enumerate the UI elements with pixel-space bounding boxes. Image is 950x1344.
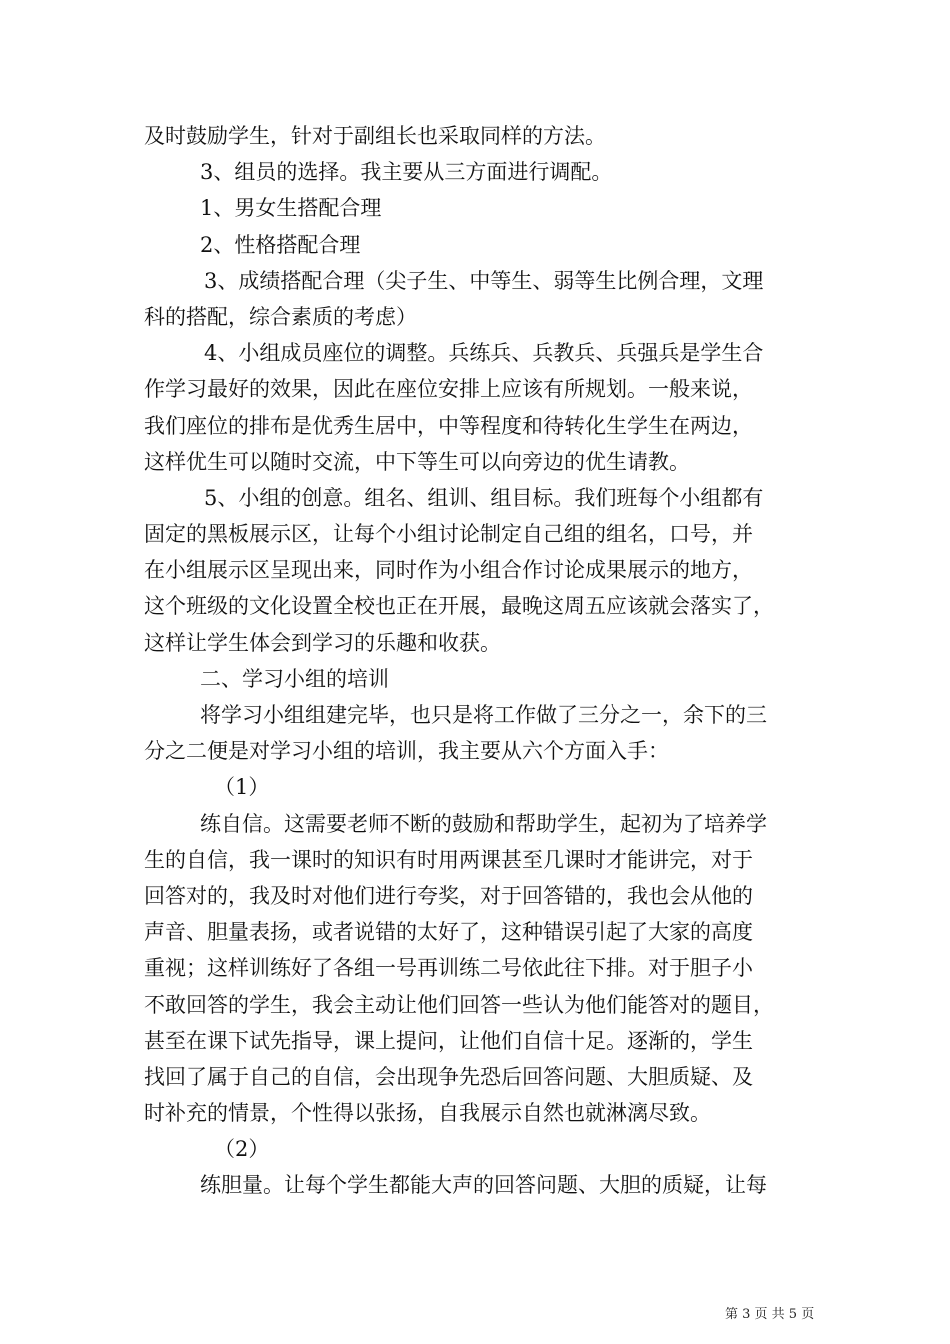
page-footer: 第 3 页 共 5 页	[725, 1307, 815, 1322]
text-line: 时补充的情景，个性得以张扬，自我展示自然也就淋漓尽致。	[144, 1101, 711, 1126]
text-line: 1、男女生搭配合理	[200, 196, 382, 221]
text-line: 5、小组的创意。组名、组训、组目标。我们班每个小组都有	[204, 485, 764, 510]
text-line: 2、性格搭配合理	[200, 232, 361, 257]
text-line: 声音、胆量表扬，或者说错的太好了，这种错误引起了大家的高度	[144, 920, 753, 945]
text-line: 生的自信，我一课时的知识有时用两课甚至几课时才能讲完，对于	[144, 847, 753, 872]
text-line: 及时鼓励学生，针对于副组长也采取同样的方法。	[144, 124, 606, 148]
text-line: 我们座位的排布是优秀生居中，中等程度和待转化生学生在两边，	[144, 413, 753, 438]
text-line: 这样让学生体会到学习的乐趣和收获。	[144, 630, 501, 655]
text-line: 固定的黑板展示区，让每个小组讨论制定自己组的组名，口号，并	[144, 522, 753, 547]
text-line: 练胆量。让每个学生都能大声的回答问题、大胆的质疑，让每	[200, 1173, 767, 1198]
section-heading: 二、学习小组的培训	[200, 666, 389, 691]
list-marker: （2）	[214, 1137, 270, 1162]
text-line: 3、组员的选择。我主要从三方面进行调配。	[200, 160, 613, 185]
text-line: 4、小组成员座位的调整。兵练兵、兵教兵、兵强兵是学生合	[204, 341, 764, 366]
text-line: 这个班级的文化设置全校也正在开展，最晚这周五应该就会落实了，	[144, 594, 774, 619]
text-line: 这样优生可以随时交流，中下等生可以向旁边的优生请教。	[144, 449, 690, 474]
text-line: 回答对的，我及时对他们进行夸奖，对于回答错的，我也会从他的	[144, 883, 753, 908]
text-line: 科的搭配，综合素质的考虑）	[144, 304, 417, 329]
text-line: 3、成绩搭配合理（尖子生、中等生、弱等生比例合理，文理	[204, 268, 764, 293]
text-line: 作学习最好的效果，因此在座位安排上应该有所规划。一般来说，	[144, 377, 753, 402]
text-line: 甚至在课下试先指导，课上提问，让他们自信十足。逐渐的，学生	[144, 1028, 753, 1053]
text-line: 将学习小组组建完毕，也只是将工作做了三分之一，余下的三	[200, 703, 767, 727]
text-line: 练自信。这需要老师不断的鼓励和帮助学生，起初为了培养学	[200, 811, 767, 836]
text-line: 重视；这样训练好了各组一号再训练二号依此往下排。对于胆子小	[144, 956, 753, 981]
text-line: 找回了属于自己的自信，会出现争先恐后回答问题、大胆质疑、及	[144, 1064, 753, 1089]
text-line: 不敢回答的学生，我会主动让他们回答一些认为他们能答对的题目，	[144, 992, 774, 1017]
list-marker: （1）	[214, 775, 270, 800]
body-text	[144, 118, 812, 1204]
text-line: 在小组展示区呈现出来，同时作为小组合作讨论成果展示的地方，	[144, 558, 753, 583]
text-line: 分之二便是对学习小组的培训，我主要从六个方面入手：	[144, 739, 669, 764]
